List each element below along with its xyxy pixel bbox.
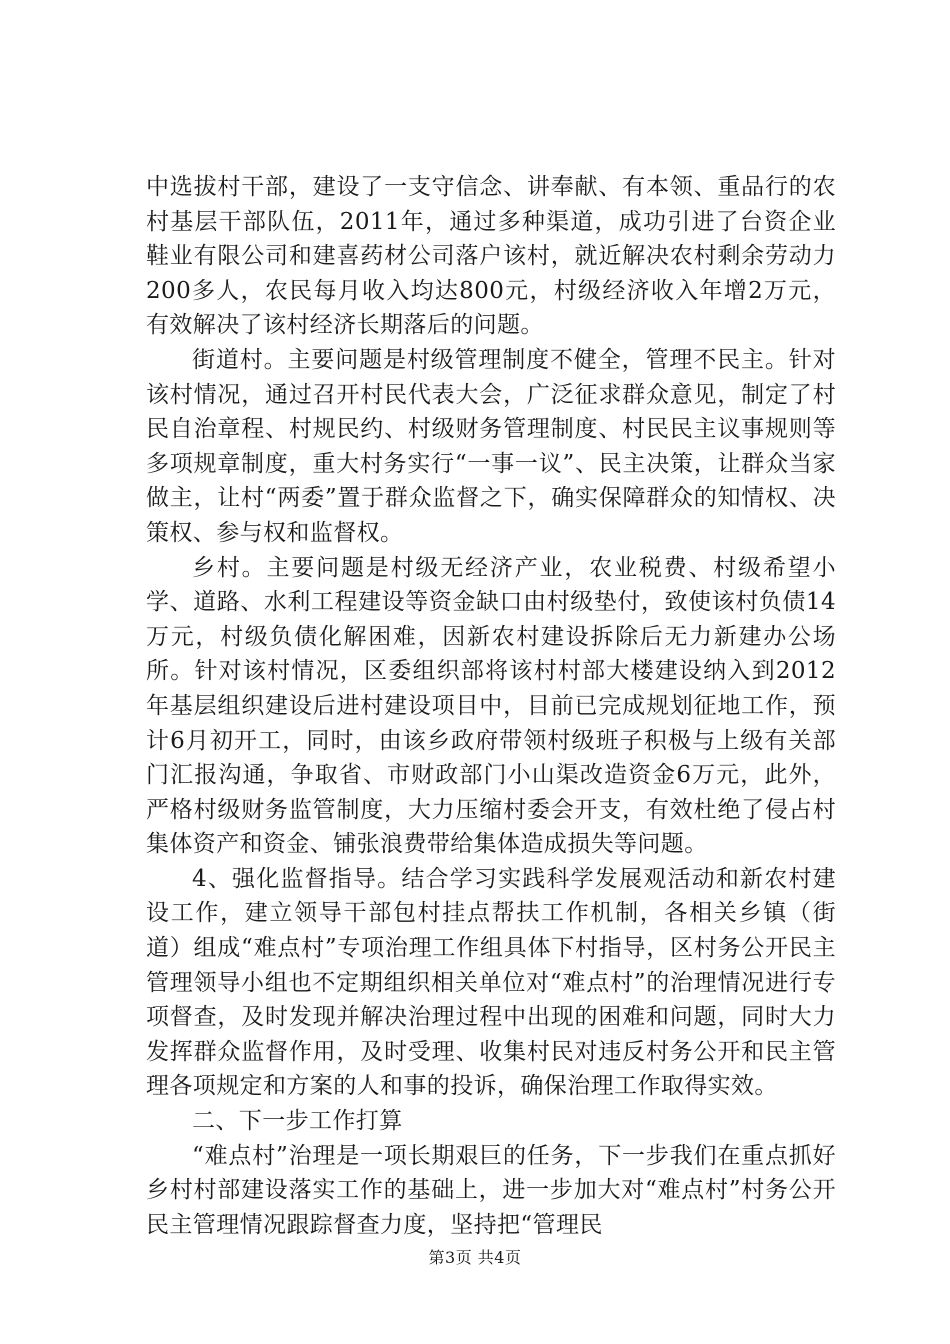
paragraph-continuation: 中选拔村干部，建设了一支守信念、讲奉献、有本领、重品行的农村基层干部队伍，2011年，通过多种渠道，成功引进了台资企业鞋业有限公司和建喜药材公司落户该村，就近解决农村剩余劳动力200多人，农民每月收入均达800元，村级经济收入年增2万元，有效解决了该村经济长期落后的问题。 [146, 174, 836, 339]
body-text [146, 170, 836, 1242]
paragraph-xiang-village: 乡村。主要问题是村级无经济产业，农业税费、村级希望小学、道路、水利工程建设等资金缺口由村级垫付，致使该村负债14万元，村级负债化解困难，因新农村建设拆除后无力新建办公场所。针对该村情况，区委组织部将该村村部大楼建设纳入到2012年基层组织建设后进村建设项目中，目前已完成规划征地工作，预计6月初开工，同时，由该乡政府带领村级班子积极与上级有关部门汇报沟通，争取省、市财政部门小山渠改造资金6万元，此外，严格村级财务监管制度，大力压缩村委会开支，有效杜绝了侵占村集体资产和资金、铺张浪费带给集体造成损失等问题。 [146, 554, 836, 858]
paragraph-next-steps: “难点村”治理是一项长期艰巨的任务，下一步我们在重点抓好乡村村部建设落实工作的基础上，进一步加大对“难点村”村务公开民主管理情况跟踪督查力度，坚持把“管理民 [146, 1142, 836, 1238]
page-footer: 第3页 共4页 [428, 1248, 522, 1267]
paragraph-supervision: 4、强化监督指导。结合学习实践科学发展观活动和新农村建设工作，建立领导干部包村挂点帮扶工作机制，各相关乡镇（街道）组成“难点村”专项治理工作组具体下村指导，区村务公开民主管理领导小组也不定期组织相关单位对“难点村”的治理情况进行专项督查，及时发现并解决治理过程中出现的困难和问题，同时大力发挥群众监督作用，及时受理、收集村民对违反村务公开和民主管理各项规定和方案的人和事的投诉，确保治理工作取得实效。 [146, 865, 836, 1100]
section-heading-next-steps: 二、下一步工作打算 [192, 1108, 403, 1135]
paragraph-jiedao-village: 街道村。主要问题是村级管理制度不健全，管理不民主。针对该村情况，通过召开村民代表大会，广泛征求群众意见，制定了村民自治章程、村规民约、村级财务管理制度、村民民主议事规则等多项规章制度，重大村务实行“一事一议”、民主决策，让群众当家做主，让村“两委”置于群众监督之下，确实保障群众的知情权、决策权、参与权和监督权。 [146, 346, 836, 546]
